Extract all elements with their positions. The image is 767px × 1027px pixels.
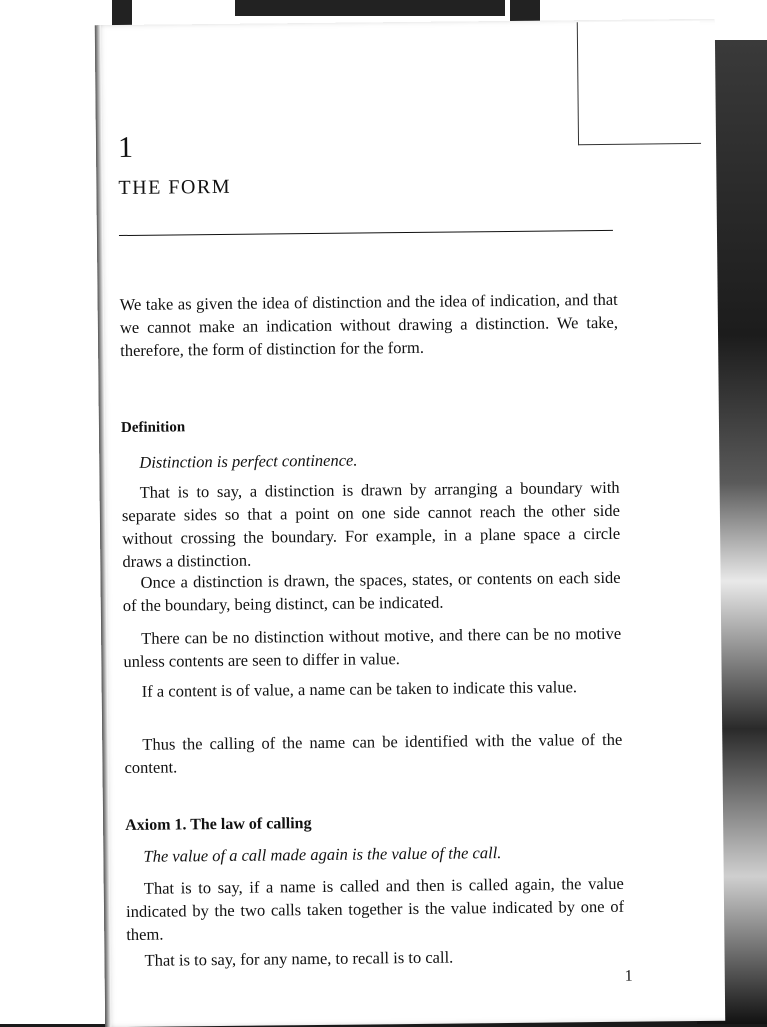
axiom-paragraph: That is to say, for any name, to recall is to call.	[144, 947, 454, 970]
chapter-title: THE FORM	[118, 175, 232, 200]
definition-paragraph: If a content is of value, a name can be taken to indicate this value.	[141, 677, 578, 701]
title-rule	[119, 230, 613, 236]
definition-statement: Distinction is perfect continence.	[139, 450, 358, 472]
definition-paragraph: Thus the calling of the name can be identified with the value of the content.	[124, 729, 623, 778]
definition-heading: Definition	[120, 419, 186, 437]
book-page	[95, 19, 725, 1027]
page-number: 1	[624, 967, 633, 985]
sticky-note	[577, 21, 701, 145]
definition-paragraph: Once a distinction is drawn, the spaces, states, or contents on each side of the boundary, being distinct, can be indicated.	[122, 567, 621, 616]
axiom-statement: The value of a call made again is the value of the call.	[143, 843, 502, 866]
intro-paragraph: We take as given the idea of distinction and the idea of indication, and that we cannot make an indication without drawing a distinction. We take, therefore, the form of distinction for the form.	[119, 289, 619, 361]
axiom-paragraph: That is to say, if a name is called and then is called again, the value indicated by the two calls taken together is the value indicated by one of them.	[125, 873, 625, 944]
background-object	[510, 0, 540, 22]
background-left	[0, 0, 105, 1024]
definition-paragraph: That is to say, a distinction is drawn by arranging a boundary with separate sides so that a point on one side cannot reach the other side without crossing the boundary. For example, in a plane space a circle draws a distinction.	[121, 477, 621, 572]
background-object	[235, 0, 505, 16]
definition-paragraph: There can be no distinction without motive, and there can be no motive unless contents are seen to differ in value.	[123, 623, 622, 672]
axiom-heading: Axiom 1. The law of calling	[125, 815, 312, 834]
chapter-number: 1	[117, 130, 134, 165]
